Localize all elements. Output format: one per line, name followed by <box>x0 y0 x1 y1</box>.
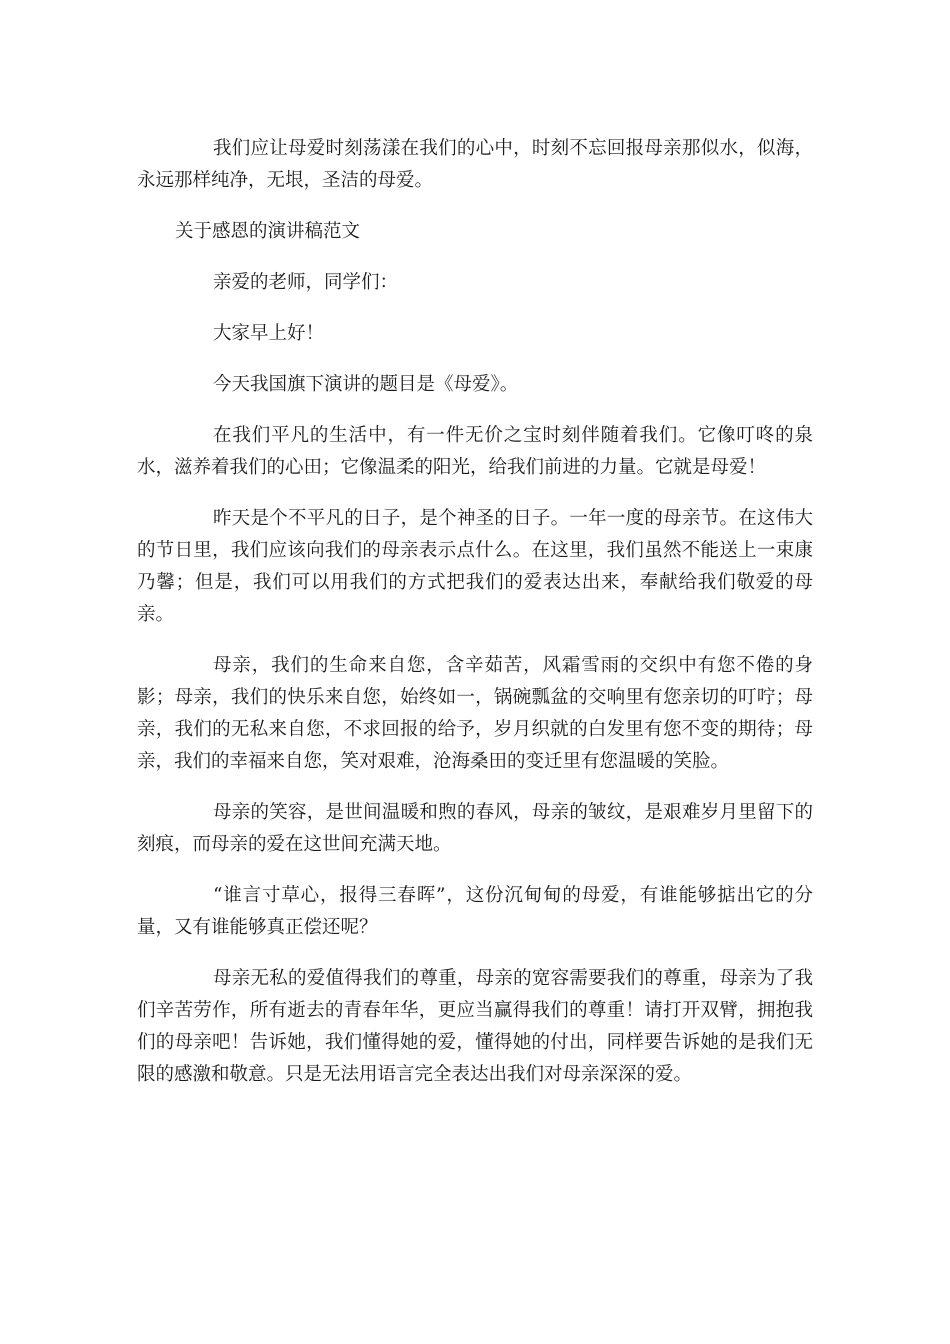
speech-topic: 今天我国旗下演讲的题目是《母爱》。 <box>213 374 519 395</box>
paragraph-mother-litany: 母亲，我们的生命来自您，含辛茹苦，风霜雪雨的交织中有您不倦的身影；母亲，我们的快乐来自您，始终如一，锅碗瓢盆的交响里有您亲切的叮咛；母亲，我们的无私来自您，不求回报的给予，岁月织就的白发里有您不变的期待；母亲，我们的幸福来自您，笑对艰难，沧海桑田的变迁里有您温暖的笑脸。 <box>137 655 813 772</box>
section-heading: 关于感恩的演讲稿范文 <box>175 221 361 242</box>
paragraph-mothers-day: 昨天是个不平凡的日子，是个神圣的日子。一年一度的母亲节。在这伟大的节日里，我们应该向我们的母亲表示点什么。在这里，我们虽然不能送上一束康乃馨；但是，我们可以用我们的方式把我们的爱表达出来，奉献给我们敬爱的母亲。 <box>137 508 813 625</box>
greeting: 大家早上好！ <box>213 323 325 344</box>
salutation: 亲爱的老师，同学们： <box>213 272 399 293</box>
paragraph-treasure: 在我们平凡的生活中，有一件无价之宝时刻伴随着我们。它像叮咚的泉水，滋养着我们的心田；它像温柔的阳光，给我们前进的力量。它就是母爱！ <box>137 425 813 478</box>
paragraph-poem-quote: “谁言寸草心，报得三春晖”，这份沉甸甸的母爱，有谁能够掂出它的分量，又有谁能够真正偿还呢？ <box>137 885 813 938</box>
paragraph-respect: 母亲无私的爱值得我们的尊重，母亲的宽容需要我们的尊重，母亲为了我们辛苦劳作，所有逝去的青春年华，更应当赢得我们的尊重！请打开双臂，拥抱我们的母亲吧！告诉她，我们懂得她的爱，懂得她的付出，同样要告诉她的是我们无限的感激和敬意。只是无法用语言完全表达出我们对母亲深深的爱。 <box>137 968 813 1085</box>
paragraph-mother-smile: 母亲的笑容，是世间温暖和煦的春风，母亲的皱纹，是艰难岁月里留下的刻痕，而母亲的爱在这世间充满天地。 <box>137 802 813 855</box>
paragraph-closing-mother-love: 我们应让母爱时刻荡漾在我们的心中，时刻不忘回报母亲那似水，似海，永远那样纯净，无垠，圣洁的母爱。 <box>137 138 813 191</box>
document-body <box>137 133 813 1110</box>
